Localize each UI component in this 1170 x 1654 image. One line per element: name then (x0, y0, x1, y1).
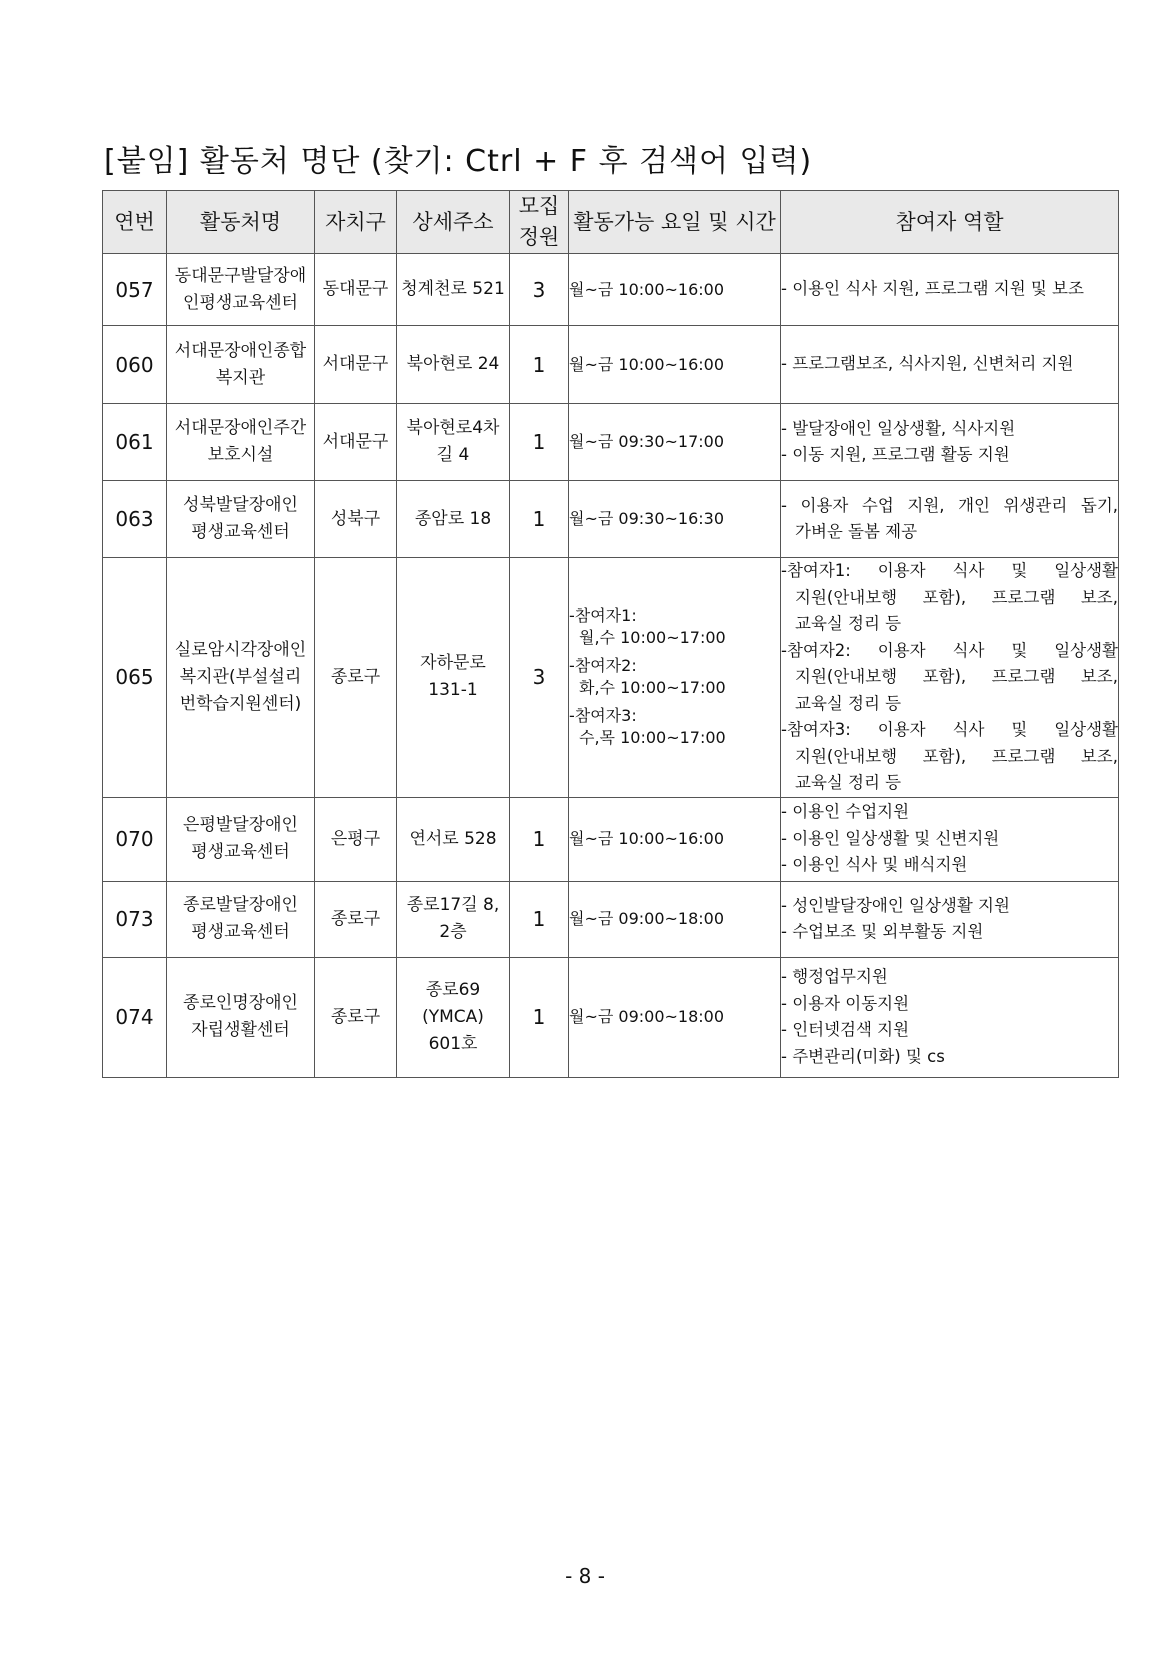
row-time: 월~금 09:30~16:30 (569, 481, 781, 558)
row-capacity: 3 (510, 558, 569, 798)
row-time: 월~금 09:00~18:00 (569, 881, 781, 957)
row-no: 073 (103, 881, 167, 957)
table-row (103, 881, 1119, 957)
header-capacity: 모집 정원 (510, 191, 569, 254)
header-address: 상세주소 (397, 191, 510, 254)
participant-time-2: -참여자2: 화,수 10:00~17:00 (569, 656, 726, 698)
row-time: 월~금 09:30~17:00 (569, 404, 781, 481)
header-district: 자치구 (315, 191, 397, 254)
row-roles: - 이용인 수업지원 - 이용인 일상생활 및 신변지원 - 이용인 식사 및 배식지원 (781, 797, 1119, 881)
row-address: 북아현로 24 (397, 326, 510, 404)
row-roles: - 이용인 식사 지원, 프로그램 지원 및 보조 (781, 254, 1119, 326)
table-row (103, 558, 1119, 798)
row-roles: - 프로그램보조, 식사지원, 신변처리 지원 (781, 326, 1119, 404)
row-district: 서대문구 (315, 326, 397, 404)
row-no: 057 (103, 254, 167, 326)
row-name: 서대문장애인종합 복지관 (167, 326, 315, 404)
row-address: 북아현로4차 길 4 (397, 404, 510, 481)
header-role: 참여자 역할 (781, 191, 1119, 254)
row-district: 성북구 (315, 481, 397, 558)
row-capacity: 1 (510, 404, 569, 481)
row-time: 월~금 10:00~16:00 (569, 797, 781, 881)
row-name: 종로발달장애인 평생교육센터 (167, 881, 315, 957)
row-name: 동대문구발달장애 인평생교육센터 (167, 254, 315, 326)
row-roles: - 행정업무지원 - 이용자 이동지원 - 인터넷검색 지원 - 주변관리(미화) 및 cs (781, 957, 1119, 1077)
row-time: 월~금 10:00~16:00 (569, 254, 781, 326)
row-district: 동대문구 (315, 254, 397, 326)
row-roles: -참여자1: 이용자 식사 및 일상생활 지원(안내보행 포함), 프로그램 보조, 교육실 정리 등 -참여자2: 이용자 식사 및 일상생활 지원(안내보행 포함), 프로그램 보조, 교육실 정리 등 -참여자3: 이용자 식사 및 일상생활 지원(안내보행 포함), 프로그램 보조, 교육실 정리 등 (781, 558, 1119, 798)
table-row (103, 957, 1119, 1077)
row-no: 074 (103, 957, 167, 1077)
participant-time-3: -참여자3: 수,목 10:00~17:00 (569, 706, 726, 748)
row-capacity: 1 (510, 881, 569, 957)
row-capacity: 3 (510, 254, 569, 326)
row-name: 서대문장애인주간 보호시설 (167, 404, 315, 481)
row-no: 070 (103, 797, 167, 881)
row-name: 성북발달장애인 평생교육센터 (167, 481, 315, 558)
row-roles: - 이용자 수업 지원, 개인 위생관리 돕기, 가벼운 돌봄 제공 (781, 481, 1119, 558)
row-name: 실로암시각장애인 복지관(부설설리 번학습지원센터) (167, 558, 315, 798)
row-capacity: 1 (510, 797, 569, 881)
row-address: 연서로 528 (397, 797, 510, 881)
activity-site-table (102, 190, 1119, 1078)
row-no: 061 (103, 404, 167, 481)
page-number: - 8 - (565, 1564, 605, 1588)
table-row (103, 254, 1119, 326)
row-address: 종로17길 8, 2층 (397, 881, 510, 957)
row-time: 월~금 09:00~18:00 (569, 957, 781, 1077)
row-name: 은평발달장애인 평생교육센터 (167, 797, 315, 881)
table-row (103, 797, 1119, 881)
row-roles: - 성인발달장애인 일상생활 지원 - 수업보조 및 외부활동 지원 (781, 881, 1119, 957)
row-address: 종암로 18 (397, 481, 510, 558)
table-row (103, 404, 1119, 481)
header-time: 활동가능 요일 및 시간 (569, 191, 781, 254)
row-district: 종로구 (315, 558, 397, 798)
page-title: [붙임] 활동처 명단 (찾기: Ctrl + F 후 검색어 입력) (104, 144, 813, 179)
row-roles: - 발달장애인 일상생활, 식사지원 - 이동 지원, 프로그램 활동 지원 (781, 404, 1119, 481)
table-header-row (103, 191, 1119, 254)
row-time: 월~금 10:00~16:00 (569, 326, 781, 404)
table-row (103, 326, 1119, 404)
row-time (569, 558, 781, 798)
table-row (103, 481, 1119, 558)
row-name: 종로인명장애인 자립생활센터 (167, 957, 315, 1077)
header-no: 연번 (103, 191, 167, 254)
row-address: 청계천로 521 (397, 254, 510, 326)
row-address: 자하문로 131-1 (397, 558, 510, 798)
row-district: 은평구 (315, 797, 397, 881)
row-district: 종로구 (315, 881, 397, 957)
row-no: 063 (103, 481, 167, 558)
row-district: 서대문구 (315, 404, 397, 481)
row-no: 060 (103, 326, 167, 404)
row-capacity: 1 (510, 481, 569, 558)
row-district: 종로구 (315, 957, 397, 1077)
header-name: 활동처명 (167, 191, 315, 254)
row-capacity: 1 (510, 326, 569, 404)
row-address: 종로69 (YMCA) 601호 (397, 957, 510, 1077)
row-no: 065 (103, 558, 167, 798)
participant-time-1: -참여자1: 월,수 10:00~17:00 (569, 606, 726, 648)
row-capacity: 1 (510, 957, 569, 1077)
